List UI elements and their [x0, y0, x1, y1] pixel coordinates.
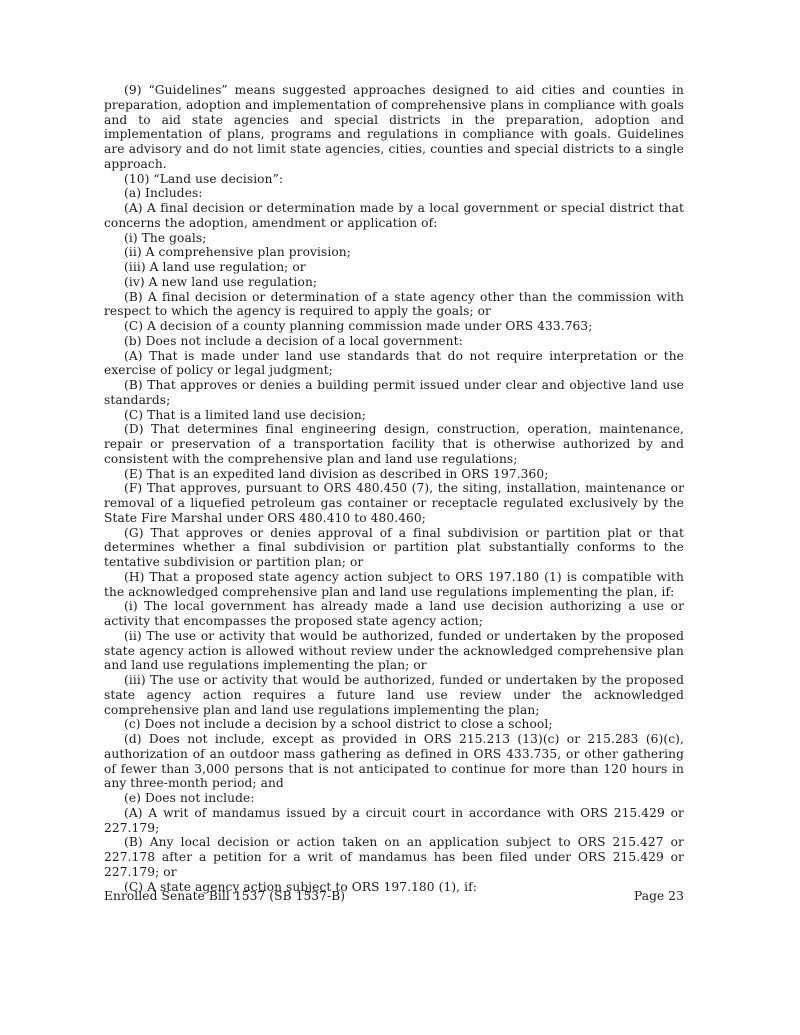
paragraph: (C) That is a limited land use decision;: [124, 407, 366, 422]
paragraph: (D) That determines final engineering design, construction, operation, maintenance, repair or preservation of a transportation facility that is otherwise authorized by and consistent with the comprehensive plan and land use regulations;: [104, 422, 684, 466]
paragraph: (c) Does not include a decision by a school district to close a school;: [124, 717, 553, 732]
paragraph: (G) That approves or denies approval of a final subdivision or partition plat or that determines whether a final subdivision or partition plat substantially conforms to the tentative subdivision or partition plan; or: [104, 525, 684, 569]
paragraph: (B) Any local decision or action taken on an application subject to ORS 215.427 or 227.178 after a petition for a writ of mandamus has been filed under ORS 215.429 or 227.179; or: [104, 835, 684, 879]
footer-page-number: Page 23: [633, 889, 684, 903]
paragraph: (a) Includes:: [124, 186, 203, 201]
paragraph: (F) That approves, pursuant to ORS 480.450 (7), the siting, installation, maintenance or removal of a liquefied petroleum gas container or receptacle regulated exclusively by the State Fire Marshal under ORS 480.410 to 480.460;: [104, 481, 684, 525]
paragraph: (e) Does not include:: [124, 791, 255, 805]
paragraph: (A) A writ of mandamus issued by a circuit court in accordance with ORS 215.429 or 227.179;: [104, 805, 684, 835]
paragraph: (ii) The use or activity that would be authorized, funded or undertaken by the proposed state agency action is allowed without review under the acknowledged comprehensive plan and land use regulations implementing the plan; or: [104, 628, 684, 673]
paragraph: (A) That is made under land use standards that do not require interpretation or the exercise of policy or legal judgment;: [104, 348, 684, 378]
paragraph: (d) Does not include, except as provided in ORS 215.213 (13)(c) or 215.283 (6)(c), authorization of an outdoor mass gathering as defined in ORS 433.735, or other gathering of fewer than 3,000 persons that is not anticipated to continue for more than 120 hours in any three-month period; and: [104, 732, 684, 791]
paragraph: (C) A decision of a county planning commission made under ORS 433.763;: [124, 319, 593, 333]
paragraph: (9) “Guidelines” means suggested approaches designed to aid cities and counties in preparation, adoption and implementation of comprehensive plans in compliance with goals and to aid state agencies and special districts in the preparation, adoption and implementation of plans, programs and regulations in compliance with goals. Guidelines are advisory and do not limit state agencies, cities, counties and special districts to a single approach.: [104, 83, 684, 171]
paragraph: (iii) The use or activity that would be authorized, funded or undertaken by the proposed state agency action requires a future land use review under the acknowledged comprehensive plan and land use regulations implementing the plan;: [104, 673, 684, 717]
page-footer: [104, 889, 684, 904]
paragraph: (ii) A comprehensive plan provision;: [124, 245, 351, 260]
paragraph: (C) A state agency action subject to ORS 197.180 (1), if:: [124, 879, 477, 894]
paragraph: (A) A final decision or determination made by a local government or special district that concerns the adoption, amendment or application of:: [104, 201, 684, 230]
paragraph: (B) That approves or denies a building permit issued under clear and objective land use standards;: [104, 378, 684, 407]
paragraph: (iii) A land use regulation; or: [124, 260, 306, 274]
paragraph: (i) The local government has already made a land use decision authorizing a use or activity that encompasses the proposed state agency action;: [104, 599, 684, 628]
paragraph: (B) A final decision or determination of a state agency other than the commission with respect to which the agency is required to apply the goals; or: [104, 289, 684, 319]
document-body: [104, 83, 684, 894]
paragraph: (i) The goals;: [124, 230, 207, 245]
footer-bill-title: Enrolled Senate Bill 1537 (SB 1537-B): [104, 889, 346, 903]
paragraph: (H) That a proposed state agency action subject to ORS 197.180 (1) is compatible with the acknowledged comprehensive plan and land use regulations implementing the plan, if:: [104, 569, 684, 599]
paragraph: (b) Does not include a decision of a local government:: [124, 333, 463, 348]
paragraph: (E) That is an expedited land division as described in ORS 197.360;: [124, 466, 549, 481]
paragraph: (10) “Land use decision”:: [124, 171, 284, 186]
paragraph: (iv) A new land use regulation;: [124, 274, 318, 289]
